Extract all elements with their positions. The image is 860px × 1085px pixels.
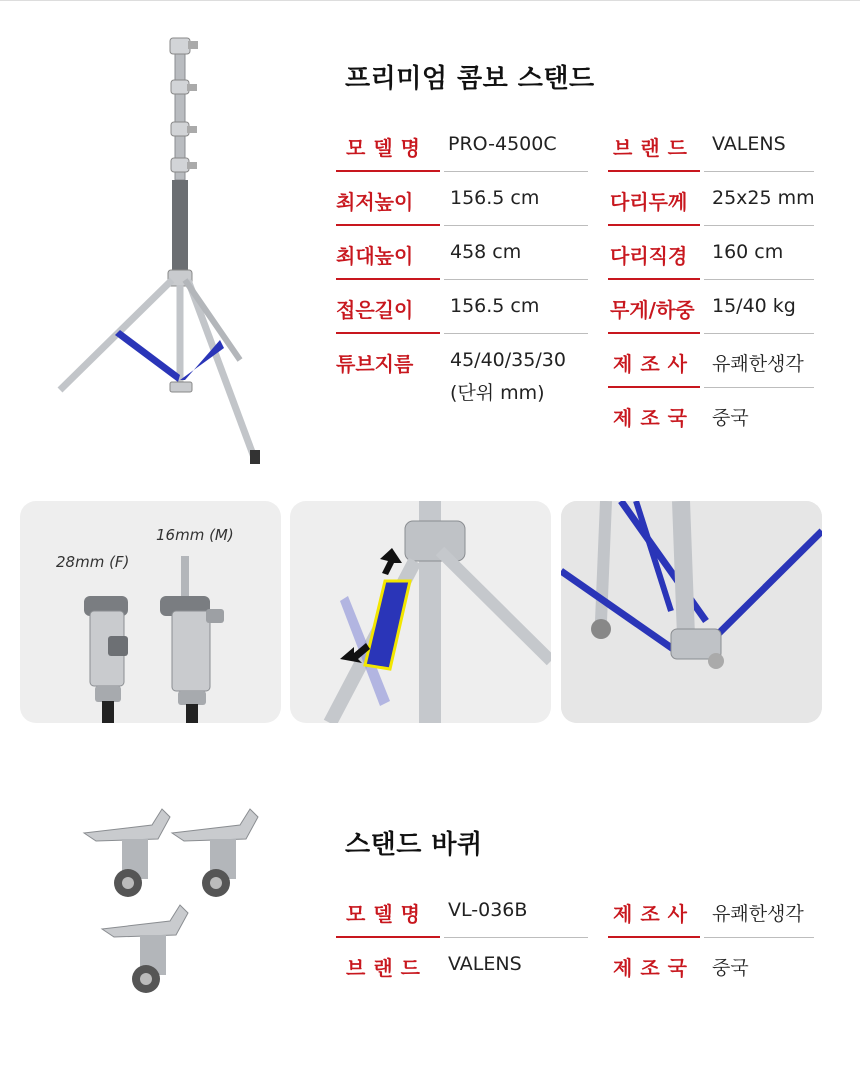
spec-row-model — [336, 884, 588, 938]
spec-row-folded-length — [336, 280, 588, 334]
product-title: 프리미엄 콤보 스탠드 — [345, 64, 595, 94]
spec-value: 유쾌한생각 — [712, 903, 804, 925]
spec-row-brand — [608, 118, 818, 172]
spec-row-min-height — [336, 172, 588, 226]
spec-row-leg-span — [608, 226, 818, 280]
spec-row-leg-thickness — [608, 172, 818, 226]
caster-wheel — [102, 905, 188, 993]
spec-row-max-height — [336, 226, 588, 280]
spec-label: 무게/하중 — [610, 298, 695, 322]
spec-row-country — [608, 388, 818, 442]
spec-table-left — [336, 884, 588, 994]
product-title: 스탠드 바퀴 — [345, 830, 483, 860]
spec-label: 제조국 — [613, 406, 695, 430]
spec-label: 다리두께 — [610, 190, 688, 214]
caster-wheels-photo — [72, 795, 282, 1005]
blue-brace-highlight — [365, 581, 410, 669]
mount-heads-illustration — [20, 501, 281, 723]
spec-value: 15/40 kg — [712, 295, 796, 317]
caption-28mm-female: 28mm (F) — [56, 553, 130, 571]
spec-label: 제조국 — [613, 956, 695, 980]
top-divider — [0, 0, 860, 1]
brace-slide-illustration — [290, 501, 551, 723]
up-arrow-icon — [380, 548, 402, 575]
spec-value: 25x25 mm — [712, 187, 815, 209]
spec-value: VALENS — [448, 953, 522, 975]
spec-label: 브랜드 — [346, 956, 428, 980]
spec-label: 브랜드 — [613, 136, 695, 160]
spec-label: 튜브지름 — [336, 352, 414, 376]
detail-panel-brace-slide — [290, 501, 551, 723]
spec-value-unit: (단위 mm) — [450, 382, 545, 404]
spec-table-right — [608, 884, 818, 994]
spec-label: 모델명 — [346, 902, 428, 926]
spec-label: 접은길이 — [336, 298, 414, 322]
leg-hub-illustration — [561, 501, 822, 723]
spec-row-model — [336, 118, 588, 172]
caster-wheel — [84, 809, 170, 897]
spec-value: VL-036B — [448, 899, 528, 921]
spec-value: 유쾌한생각 — [712, 353, 804, 375]
spec-label: 최대높이 — [336, 244, 414, 268]
spec-value: 중국 — [712, 407, 749, 429]
spec-value: 45/40/35/30 — [450, 349, 566, 371]
spec-table-left — [336, 118, 588, 428]
combo-stand-photo — [40, 30, 320, 470]
detail-panel-leg-hub — [561, 501, 822, 723]
spec-label: 다리직경 — [610, 244, 688, 268]
spec-row-weight-load — [608, 280, 818, 334]
spec-label: 제조사 — [613, 902, 695, 926]
spec-label: 모델명 — [346, 136, 428, 160]
spec-value: PRO-4500C — [448, 133, 557, 155]
spec-row-brand — [336, 938, 588, 992]
spec-value: 156.5 cm — [450, 187, 540, 209]
spec-label: 최저높이 — [336, 190, 414, 214]
caption-16mm-male: 16mm (M) — [156, 526, 234, 544]
caster-wheel — [172, 809, 258, 897]
spec-value: 458 cm — [450, 241, 522, 263]
spec-label: 제조사 — [613, 352, 695, 376]
spec-row-manufacturer — [608, 884, 818, 938]
spec-value: VALENS — [712, 133, 786, 155]
spec-row-country — [608, 938, 818, 992]
detail-panel-mounts — [20, 501, 281, 723]
spec-row-manufacturer — [608, 334, 818, 388]
spec-value: 156.5 cm — [450, 295, 540, 317]
spec-table-right — [608, 118, 818, 448]
spec-value: 중국 — [712, 957, 749, 979]
spec-row-tube-diameter — [336, 334, 588, 424]
spec-value: 160 cm — [712, 241, 784, 263]
